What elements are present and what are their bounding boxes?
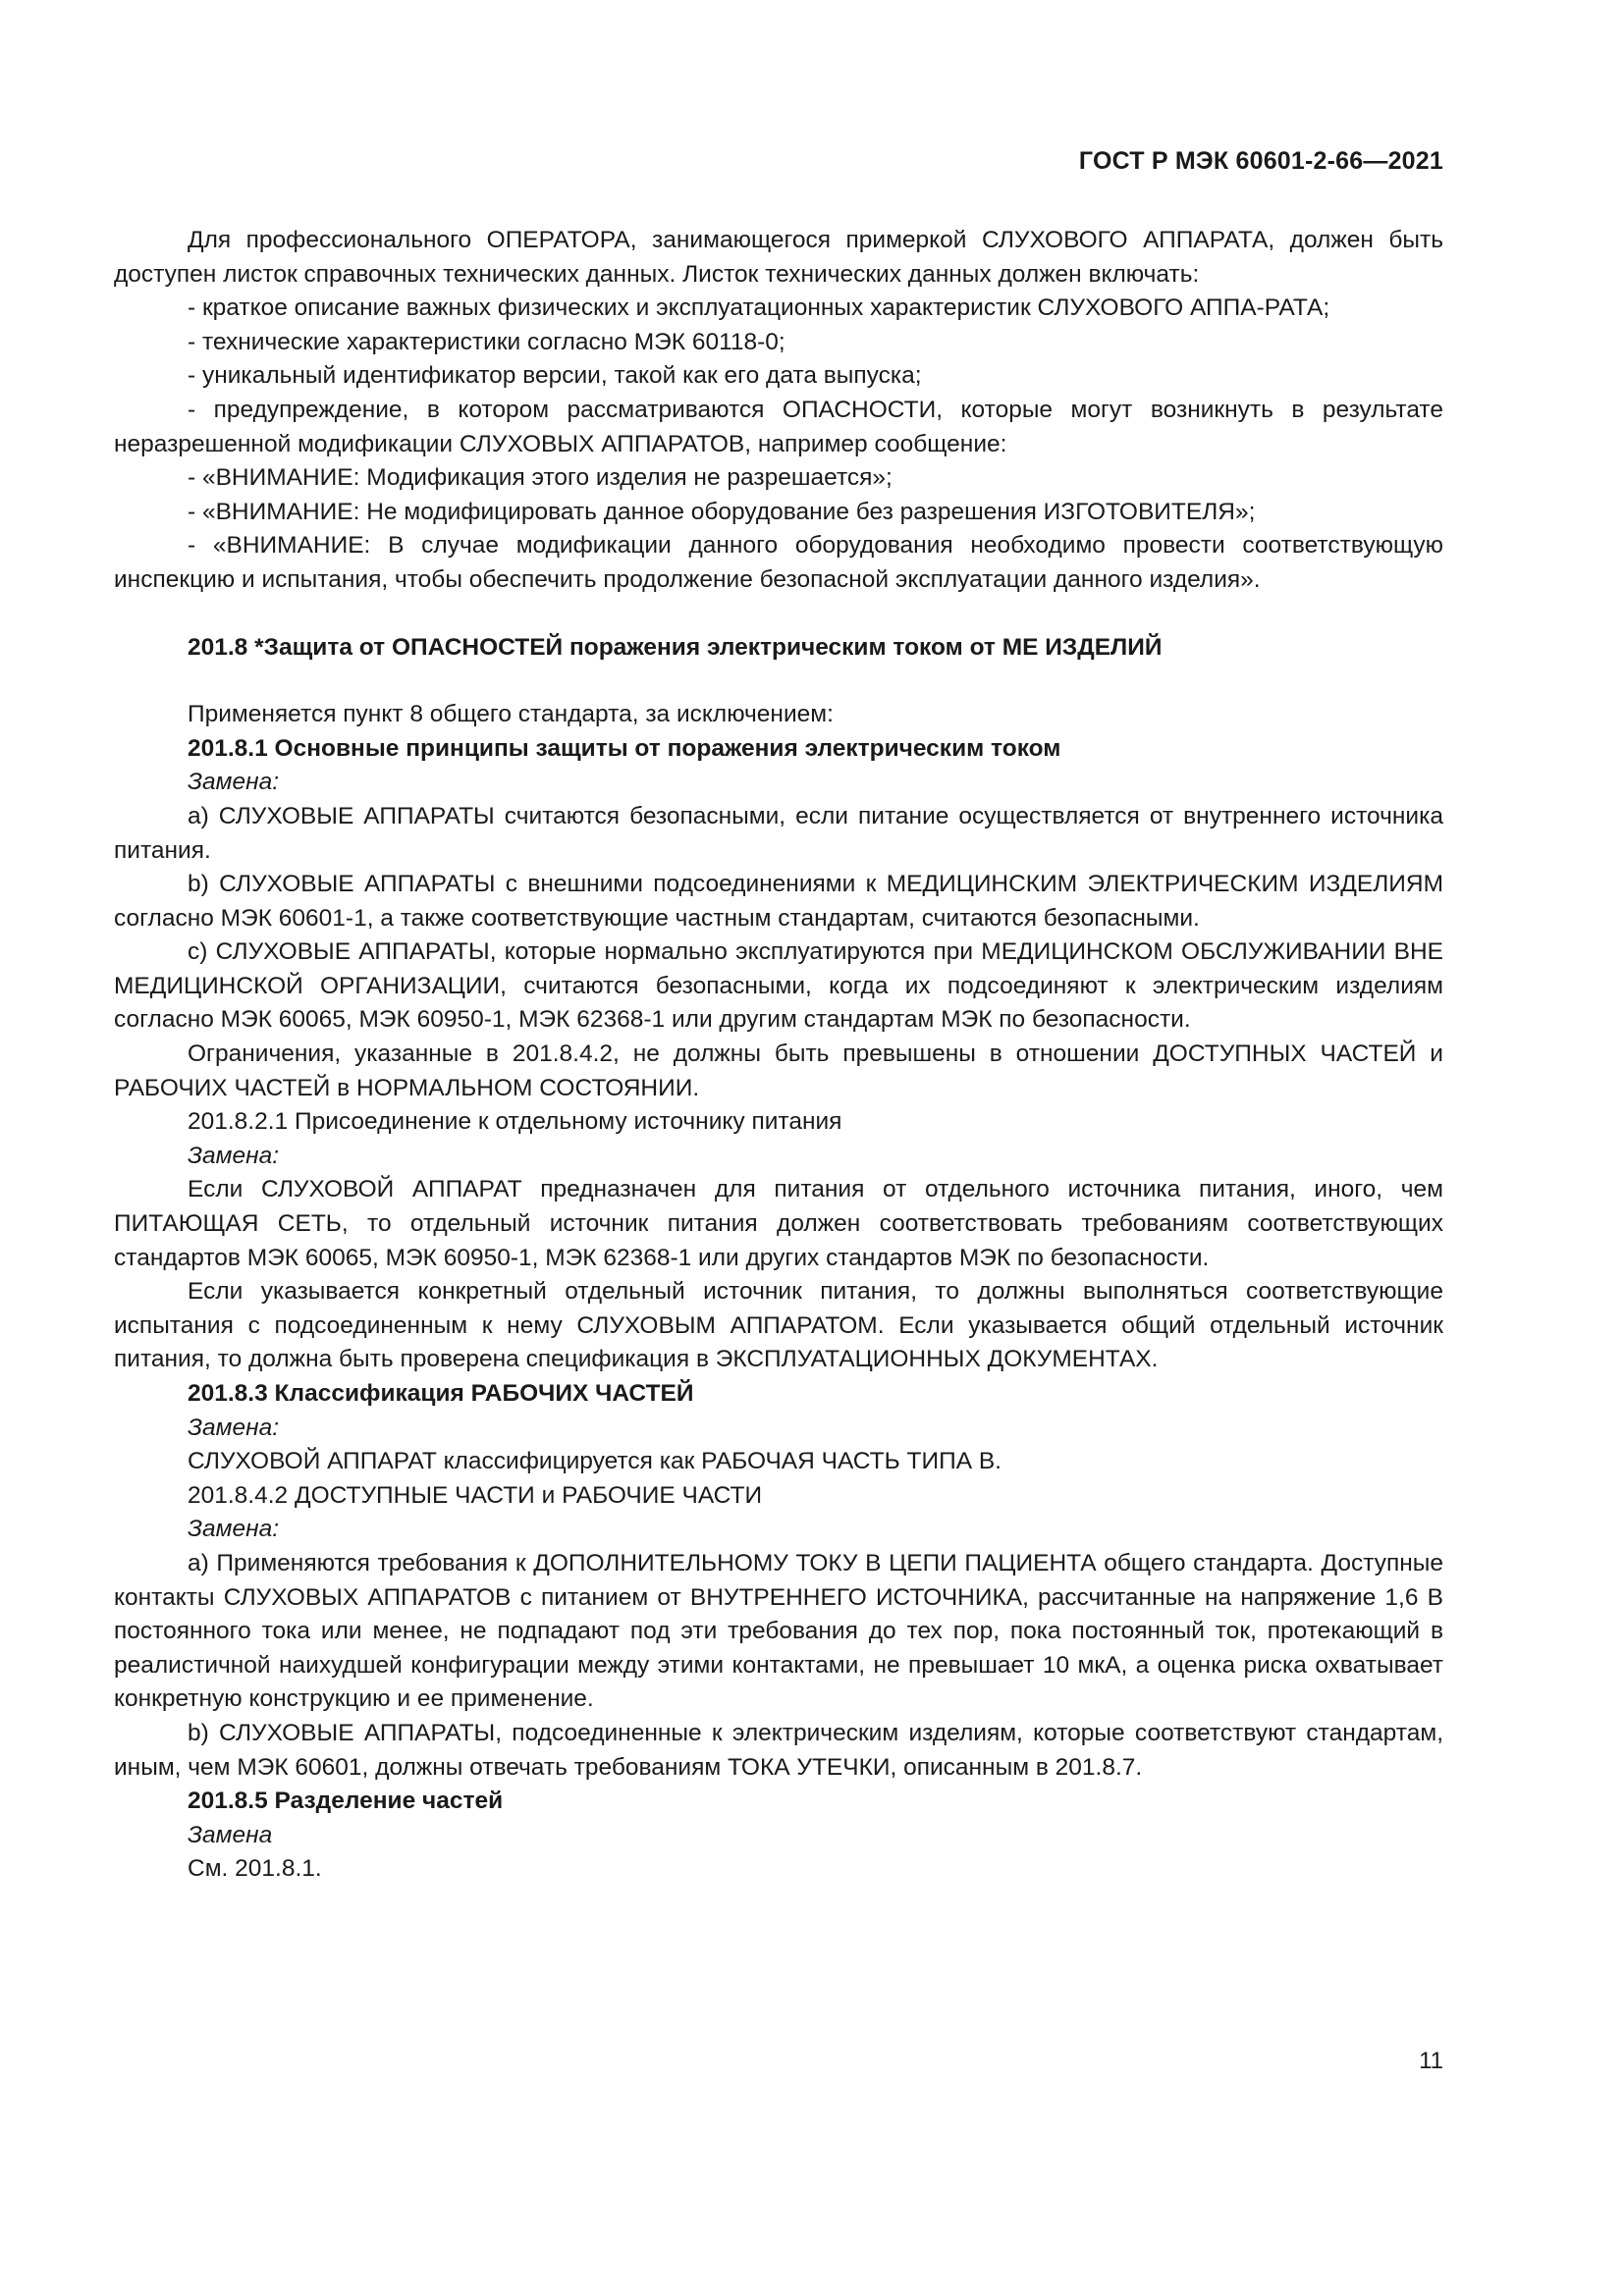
paragraph: См. 201.8.1. — [188, 1855, 322, 1883]
list-item: - предупреждение, в котором рассматриваются ОПАСНОСТИ, которые могут возникнуть в результате неразрешенной модификации СЛУХОВЫХ АППАРАТОВ, например сообщение: — [114, 396, 1443, 457]
list-item: - уникальный идентификатор версии, такой как его дата выпуска; — [188, 362, 922, 390]
replacement-label: Замена — [188, 1821, 273, 1848]
paragraph: c) СЛУХОВЫЕ АППАРАТЫ, которые нормально эксплуатируются при МЕДИЦИНСКОМ ОБСЛУЖИВАНИИ ВНЕ МЕДИЦИНСКОЙ ОРГАНИЗАЦИИ, считаются безопасными, когда их подсоединяют к электрическим изделиям согласно МЭК 60065, МЭК 60950-1, МЭК 62368-1 или другим стандартам МЭК по безопасности. — [114, 938, 1443, 1034]
subsection-heading: 201.8.4.2 ДОСТУПНЫЕ ЧАСТИ и РАБОЧИЕ ЧАСТИ — [188, 1481, 763, 1509]
list-item: - «ВНИМАНИЕ: Не модифицировать данное оборудование без разрешения ИЗГОТОВИТЕЛЯ»; — [188, 498, 1256, 525]
replacement-label: Замена: — [188, 769, 279, 796]
paragraph: b) СЛУХОВЫЕ АППАРАТЫ с внешними подсоединениями к МЕДИЦИНСКИМ ЭЛЕКТРИЧЕСКИМ ИЗДЕЛИЯМ согласно МЭК 60601-1, а также соответствующие частным стандартам, считаются безопасными. — [114, 871, 1443, 932]
list-item: - «ВНИМАНИЕ: Модификация этого изделия не разрешается»; — [188, 464, 893, 492]
document-body — [114, 224, 1443, 1887]
paragraph: Если СЛУХОВОЙ АППАРАТ предназначен для питания от отдельного источника питания, иного, чем ПИТАЮЩАЯ СЕТЬ, то отдельный источник питания должен соответствовать требованиям соответствующих стандартов МЭК 60065, МЭК 60950-1, МЭК 62368-1 или других стандартов МЭК по безопасности. — [114, 1176, 1443, 1271]
paragraph: a) СЛУХОВЫЕ АППАРАТЫ считаются безопасными, если питание осуществляется от внутреннего источника питания. — [114, 802, 1443, 864]
subsection-heading: 201.8.2.1 Присоединение к отдельному источнику питания — [188, 1108, 842, 1136]
list-item: - краткое описание важных физических и эксплуатационных характеристик СЛУХОВОГО АППА-РАТА; — [188, 294, 1330, 322]
list-item: - «ВНИМАНИЕ: В случае модификации данного оборудования необходимо провести соответствующую инспекцию и испытания, чтобы обеспечить продолжение безопасной эксплуатации данного изделия». — [114, 532, 1443, 593]
paragraph: b) СЛУХОВЫЕ АППАРАТЫ, подсоединенные к электрическим изделиям, которые соответствуют стандартам, иным, чем МЭК 60601, должны отвечать требованиям ТОКА УТЕЧКИ, описанным в 201.8.7. — [114, 1719, 1443, 1781]
paragraph: Для профессионального ОПЕРАТОРА, занимающегося примеркой СЛУХОВОГО АППАРАТА, должен быть доступен листок справочных технических данных. Листок технических данных должен включать: — [114, 227, 1443, 288]
document-header: ГОСТ Р МЭК 60601-2-66—2021 — [1078, 147, 1443, 175]
section-heading: 201.8 *Защита от ОПАСНОСТЕЙ поражения электрическим током от МЕ ИЗДЕЛИЙ — [188, 633, 1163, 661]
subsection-heading: 201.8.5 Разделение частей — [188, 1788, 504, 1815]
subsection-heading: 201.8.1 Основные принципы защиты от поражения электрическим током — [188, 734, 1061, 762]
replacement-label: Замена: — [188, 1142, 279, 1169]
subsection-heading: 201.8.3 Классификация РАБОЧИХ ЧАСТЕЙ — [188, 1380, 694, 1407]
paragraph: СЛУХОВОЙ АППАРАТ классифицируется как РАБОЧАЯ ЧАСТЬ ТИПА В. — [188, 1448, 1001, 1475]
paragraph: a) Применяются требования к ДОПОЛНИТЕЛЬНОМУ ТОКУ В ЦЕПИ ПАЦИЕНТА общего стандарта. Доступные контакты СЛУХОВЫХ АППАРАТОВ с питанием от ВНУТРЕННЕГО ИСТОЧНИКА, рассчитанные на напряжение 1,6 В постоянного тока или менее, не подпадают под эти требования до тех пор, пока постоянный ток, протекающий в реалистичной наихудшей конфигурации между этими контактами, не превышает 10 мкА, а оценка риска охватывает конкретную конструкцию и ее применение. — [114, 1549, 1443, 1713]
replacement-label: Замена: — [188, 1414, 279, 1441]
replacement-label: Замена: — [188, 1516, 279, 1543]
page-number: 11 — [1419, 2048, 1443, 2074]
paragraph: Ограничения, указанные в 201.8.4.2, не должны быть превышены в отношении ДОСТУПНЫХ ЧАСТЕЙ и РАБОЧИХ ЧАСТЕЙ в НОРМАЛЬНОМ СОСТОЯНИИ. — [114, 1041, 1443, 1101]
list-item: - технические характеристики согласно МЭК 60118-0; — [188, 328, 785, 355]
paragraph: Если указывается конкретный отдельный источник питания, то должны выполняться соответствующие испытания с подсоединенным к нему СЛУХОВЫМ АППАРАТОМ. Если указывается общий отдельный источник питания, то должна быть проверена спецификация в ЭКСПЛУАТАЦИОННЫХ ДОКУМЕНТАХ. — [114, 1278, 1443, 1373]
paragraph: Применяется пункт 8 общего стандарта, за исключением: — [188, 701, 834, 728]
